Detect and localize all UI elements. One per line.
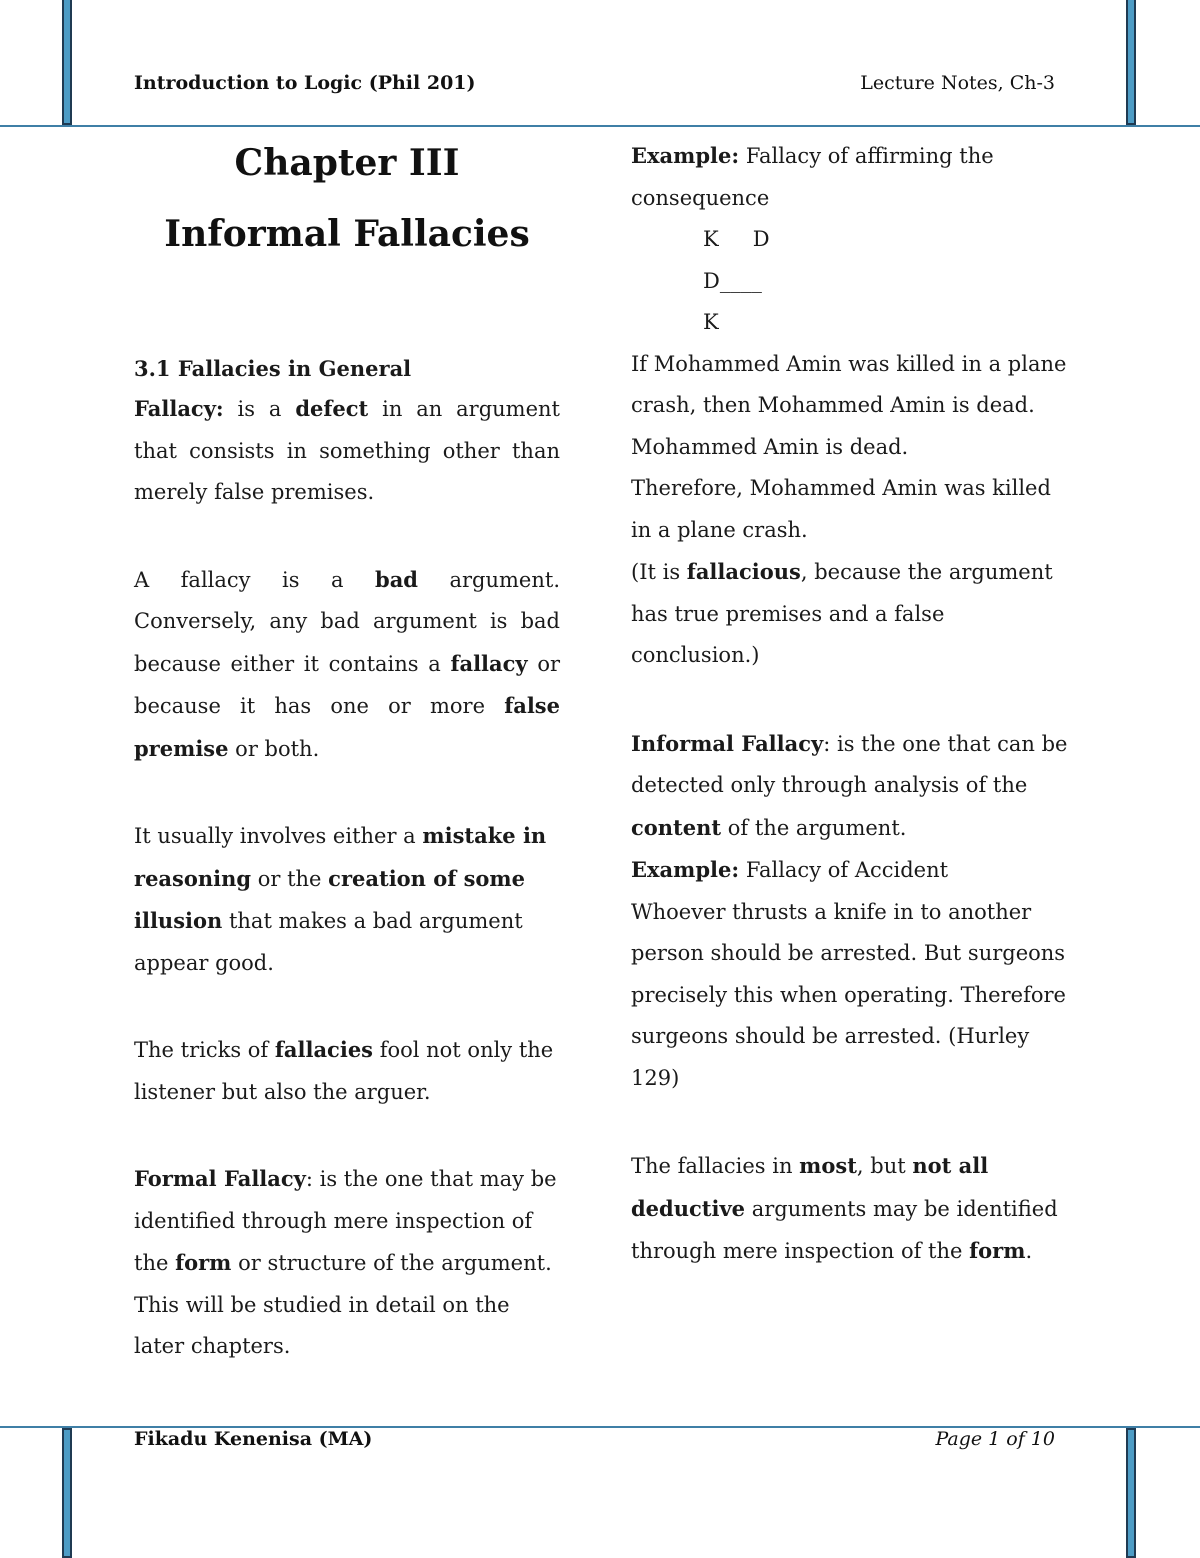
section-heading: 3.1 Fallacies in General xyxy=(134,356,412,381)
fallacy-definition: Fallacy: is a defect in an argument that consists in something other than merely false premises. xyxy=(134,396,560,504)
border-bar-top-left xyxy=(62,0,72,125)
deductive-paragraph: The fallacies in most, but not all deductive arguments may be identified through mere inspection of the form. xyxy=(631,1153,1058,1263)
amin-conclusion: Therefore, Mohammed Amin was killed in a plane crash. xyxy=(631,476,1051,542)
formal-fallacy-definition: Formal Fallacy: is the one that may be identified through mere inspection of the form or structure of the argument. xyxy=(134,1166,557,1275)
example-label: Example: xyxy=(631,857,740,882)
chapter-title: Informal Fallacies xyxy=(164,213,530,255)
example-affirming-consequence: Example: Fallacy of affirming the consequence xyxy=(631,143,994,210)
fallacious-note: (It is fallacious, because the argument has true premises and a false conclusion.) xyxy=(631,559,1053,667)
amin-premise-1: If Mohammed Amin was killed in a plane crash, then Mohammed Amin is dead. xyxy=(631,351,1067,417)
informal-fallacy-definition: Informal Fallacy: is the one that can be detected only through analysis of the content of the argument. xyxy=(631,730,1068,840)
border-bar-bottom-left xyxy=(62,1428,72,1558)
header-lecture-notes: Lecture Notes, Ch-3 xyxy=(860,72,1055,94)
border-bar-bottom-right xyxy=(1126,1428,1136,1558)
example-accident: Example: Fallacy of Accident xyxy=(631,857,949,882)
header-rule xyxy=(0,125,1200,127)
symbol-conclusion: K xyxy=(703,310,719,334)
term-informal-fallacy: Informal Fallacy xyxy=(631,730,824,756)
later-chapters-note: This will be studied in detail on the later chapters. xyxy=(134,1292,510,1358)
tricks-paragraph: The tricks of fallacies fool not only the listener but also the arguer. xyxy=(134,1037,554,1104)
mistake-paragraph: It usually involves either a mistake in reasoning or the creation of some illusion that makes a bad argument appear good. xyxy=(134,823,547,975)
term-formal-fallacy: Formal Fallacy xyxy=(134,1166,306,1191)
term-fallacy: Fallacy: xyxy=(134,396,224,421)
symbol-premise-2: D____ xyxy=(703,268,762,293)
left-column xyxy=(134,350,560,1368)
border-bar-top-right xyxy=(1126,0,1136,125)
accident-argument: Whoever thrusts a knife in to another person should be arrested. But surgeons precisely this when operating. Therefore surgeons should be arrested. (Hurley 129) xyxy=(631,899,1066,1090)
right-column xyxy=(631,135,1071,1273)
symbol-premise-1: K D xyxy=(703,227,770,251)
chapter-number: Chapter III xyxy=(234,142,460,184)
bad-argument-paragraph: A fallacy is a bad argument. Conversely, any bad argument is bad because either it contains a fallacy or because it has one or more false premise or both. xyxy=(134,566,561,761)
footer-author: Fikadu Kenenisa (MA) xyxy=(134,1428,373,1450)
footer-page-number: Page 1 of 10 xyxy=(935,1428,1055,1450)
header-course-title: Introduction to Logic (Phil 201) xyxy=(134,72,476,94)
example-label: Example: xyxy=(631,143,740,168)
amin-premise-2: Mohammed Amin is dead. xyxy=(631,434,909,459)
